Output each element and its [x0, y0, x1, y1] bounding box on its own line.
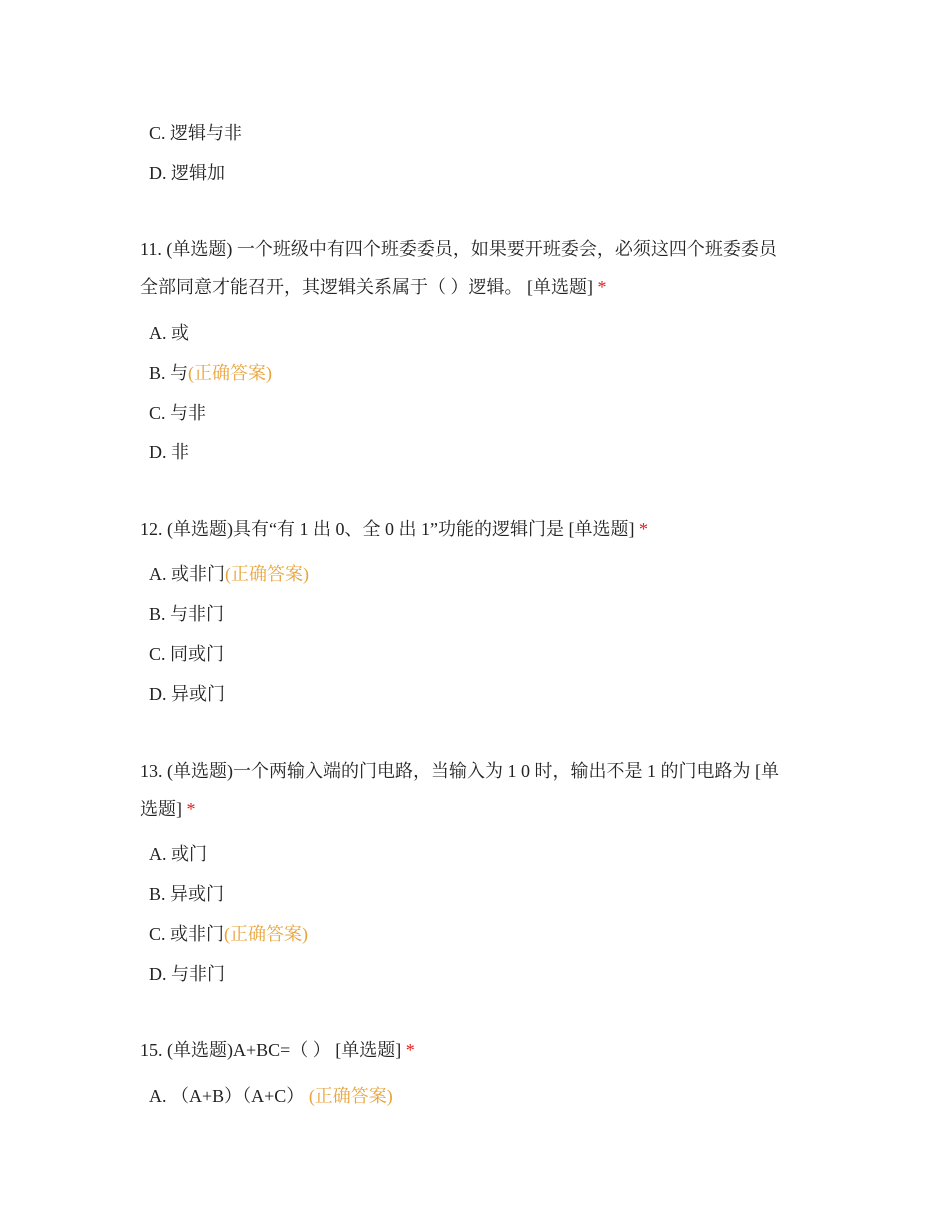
option-text: 同或门 — [170, 644, 225, 664]
option-text: 与非门 — [170, 604, 225, 624]
option-text: 与非 — [170, 403, 207, 423]
option-letter: D. — [149, 163, 167, 183]
q13-option-c[interactable] — [149, 922, 308, 946]
question-15-title: 15. (单选题)A+BC=（ ） [单选题] * — [140, 1040, 415, 1060]
option-text: 或非门 — [170, 924, 225, 944]
option-text: 非 — [171, 442, 189, 462]
option-letter: A. — [149, 844, 167, 864]
q15-option-a[interactable] — [149, 1084, 393, 1108]
option-letter: B. — [149, 884, 166, 904]
q12-option-d[interactable] — [149, 682, 225, 706]
q11-option-b[interactable] — [149, 361, 272, 385]
option-letter: D. — [149, 964, 167, 984]
q12-option-a[interactable] — [149, 562, 309, 586]
option-d[interactable] — [149, 161, 225, 185]
correct-answer-tag: (正确答案) — [308, 1086, 393, 1106]
option-letter: C. — [149, 403, 166, 423]
q11-option-d[interactable] — [149, 440, 189, 464]
q13-option-d[interactable] — [149, 962, 225, 986]
q12-option-b[interactable] — [149, 602, 224, 626]
option-text: 或非门 — [171, 564, 225, 584]
option-letter: D. — [149, 684, 167, 704]
question-12-title: 12. (单选题)具有“有 1 出 0、全 0 出 1”功能的逻辑门是 [单选题] * — [140, 519, 648, 539]
option-letter: D. — [149, 442, 167, 462]
question-11-title-line2: 全部同意才能召开，其逻辑关系属于（ ）逻辑。 [单选题] * — [140, 277, 607, 297]
question-13-title: 13. (单选题)一个两输入端的门电路，当输入为 1 0 时，输出不是 1 的门电路为 [单 — [140, 761, 779, 781]
correct-answer-tag: (正确答案) — [225, 564, 309, 584]
q12-option-c[interactable] — [149, 642, 224, 666]
required-marker: * — [638, 519, 648, 539]
option-letter: C. — [149, 123, 166, 143]
correct-answer-tag: (正确答案) — [224, 924, 309, 944]
option-text: 或 — [171, 323, 189, 343]
option-text: （A+B）（A+C） — [171, 1086, 305, 1106]
q11-option-a[interactable] — [149, 321, 189, 345]
q13-option-b[interactable] — [149, 882, 224, 906]
option-letter: B. — [149, 363, 166, 383]
option-text: 异或门 — [170, 884, 225, 904]
option-letter: A. — [149, 564, 167, 584]
option-text: 逻辑与非 — [170, 123, 243, 143]
option-text: 异或门 — [171, 684, 225, 704]
required-marker: * — [405, 1040, 415, 1060]
required-marker: * — [186, 799, 196, 819]
option-letter: B. — [149, 604, 166, 624]
option-c[interactable] — [149, 121, 242, 145]
question-13-title-line2: 选题] * — [140, 799, 196, 819]
option-text: 与 — [170, 363, 189, 383]
option-letter: A. — [149, 323, 167, 343]
q13-option-a[interactable] — [149, 842, 207, 866]
option-letter: C. — [149, 924, 166, 944]
option-text: 逻辑加 — [171, 163, 225, 183]
correct-answer-tag: (正确答案) — [188, 363, 273, 383]
option-letter: A. — [149, 1086, 167, 1106]
option-text: 与非门 — [171, 964, 225, 984]
q11-option-c[interactable] — [149, 401, 206, 425]
required-marker: * — [597, 277, 607, 297]
option-letter: C. — [149, 644, 166, 664]
question-11-title: 11. (单选题) 一个班级中有四个班委委员，如果要开班委会，必须这四个班委委员 — [140, 239, 777, 259]
option-text: 或门 — [171, 844, 207, 864]
